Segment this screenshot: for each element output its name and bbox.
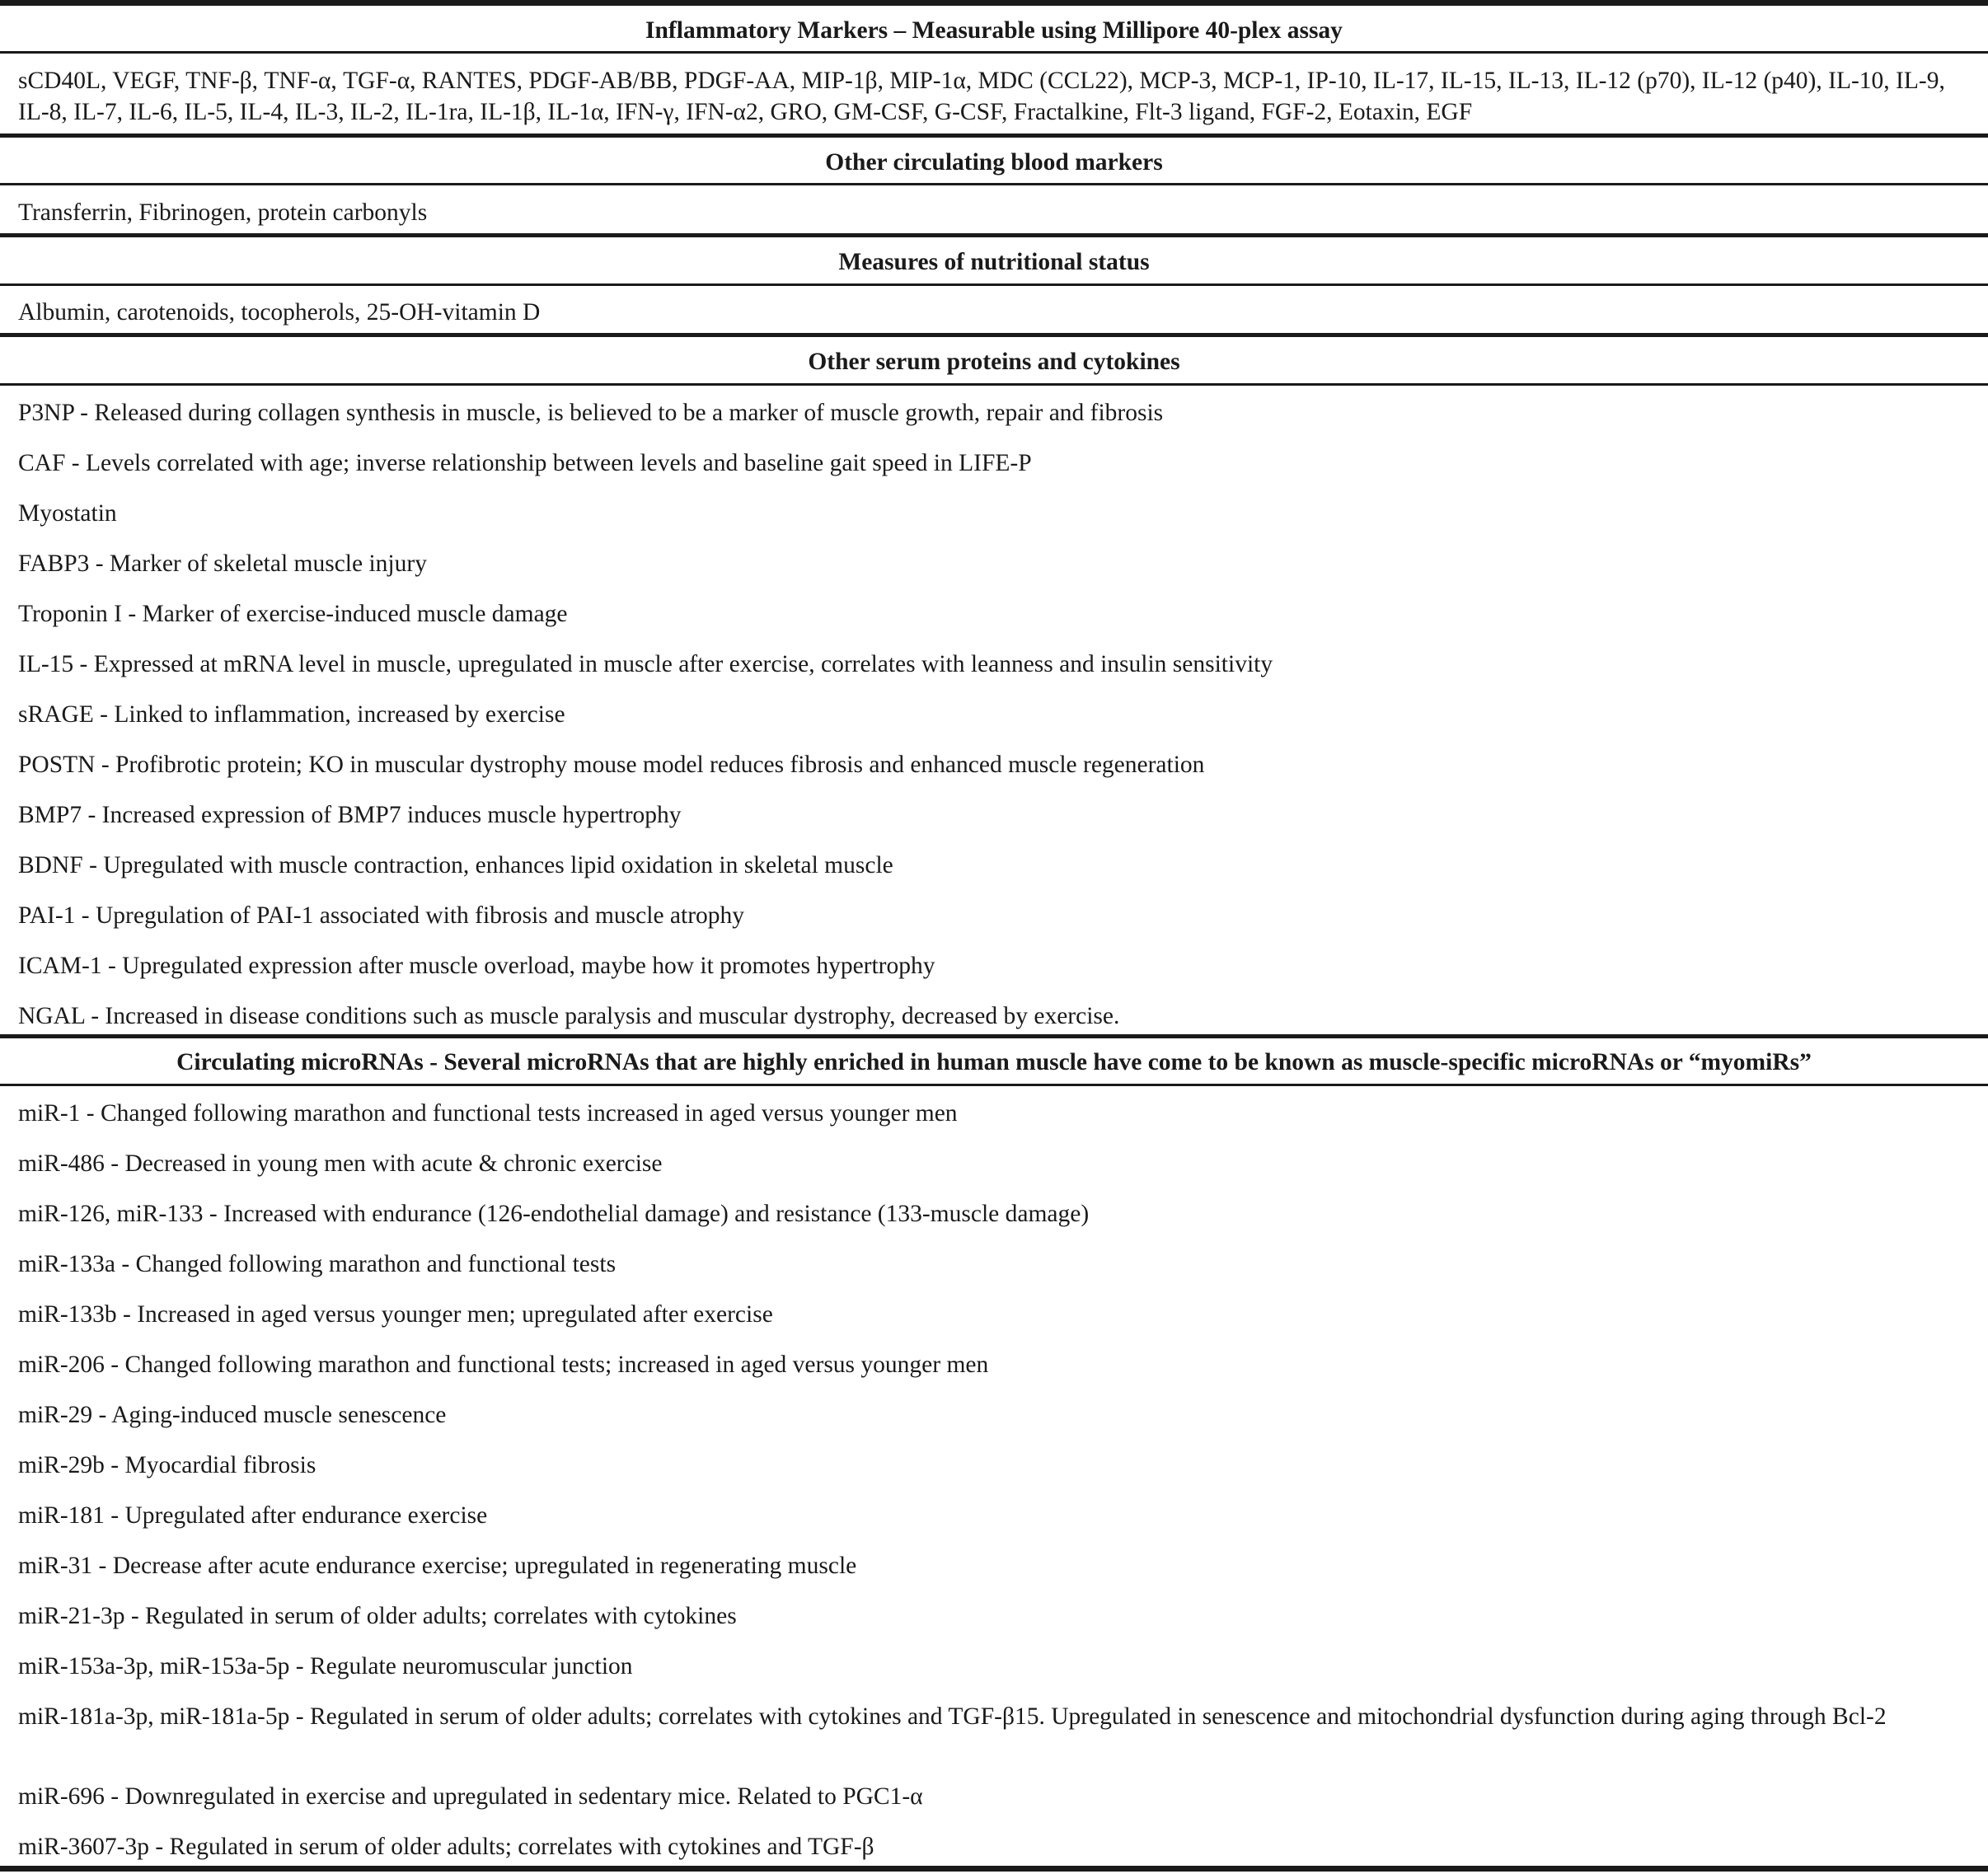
- serum-item-icam1: ICAM-1 - Upregulated expression after muscle overload, maybe how it promotes hypertrophy: [18, 953, 935, 979]
- section-header-micrornas: Circulating microRNAs - Several microRNAs that are highly enriched in human muscle have come to be known as muscle-specific microRNAs or “myomiRs”: [176, 1049, 1812, 1075]
- bottom-rule: [0, 1866, 1988, 1872]
- mirna-item-mir31: miR-31 - Decrease after acute endurance exercise; upregulated in regenerating muscle: [18, 1553, 857, 1579]
- mirna-item-mir29: miR-29 - Aging-induced muscle senescence: [18, 1402, 447, 1428]
- section-header-blood-markers: Other circulating blood markers: [825, 149, 1163, 176]
- section-header-nutritional: Measures of nutritional status: [838, 249, 1150, 275]
- mirna-item-mir3607-3p: miR-3607-3p - Regulated in serum of older adults; correlates with cytokines and TGF-β: [18, 1834, 874, 1860]
- mirna-item-mir206: miR-206 - Changed following marathon and functional tests; increased in aged versus younger men: [18, 1352, 989, 1378]
- serum-item-srage: sRAGE - Linked to inflammation, increased by exercise: [18, 701, 565, 728]
- header-rule: [0, 51, 1988, 54]
- nutritional-marker-list: Albumin, carotenoids, tocopherols, 25-OH-vitamin D: [18, 299, 541, 326]
- serum-item-fabp3: FABP3 - Marker of skeletal muscle injury: [18, 550, 427, 577]
- serum-item-bdnf: BDNF - Upregulated with muscle contraction, enhances lipid oxidation in skeletal muscle: [18, 852, 893, 878]
- mirna-item-mir696: miR-696 - Downregulated in exercise and upregulated in sedentary mice. Related to PGC1-α: [18, 1783, 923, 1810]
- blood-marker-list: Transferrin, Fibrinogen, protein carbonyls: [18, 199, 428, 226]
- serum-item-ngal: NGAL - Increased in disease conditions such as muscle paralysis and muscular dystrophy, decreased by exercise.: [18, 1003, 1120, 1029]
- mirna-item-mir133a: miR-133a - Changed following marathon and functional tests: [18, 1251, 617, 1277]
- mirna-item-mir21-3p: miR-21-3p - Regulated in serum of older adults; correlates with cytokines: [18, 1603, 737, 1629]
- serum-item-bmp7: BMP7 - Increased expression of BMP7 induces muscle hypertrophy: [18, 802, 682, 828]
- top-rule: [0, 0, 1988, 6]
- section-header-inflammatory: Inflammatory Markers – Measurable using Millipore 40-plex assay: [645, 17, 1343, 44]
- mirna-item-mir126-133: miR-126, miR-133 - Increased with endurance (126-endothelial damage) and resistance (133-muscle damage): [18, 1201, 1090, 1227]
- serum-item-il15: IL-15 - Expressed at mRNA level in muscle, upregulated in muscle after exercise, correlates with leanness and insulin sensitivity: [18, 651, 1273, 677]
- serum-item-pai1: PAI-1 - Upregulation of PAI-1 associated with fibrosis and muscle atrophy: [18, 902, 745, 929]
- section-header-serum-proteins: Other serum proteins and cytokines: [808, 349, 1180, 375]
- inflammatory-marker-list: sCD40L, VEGF, TNF-β, TNF-α, TGF-α, RANTES, PDGF-AB/BB, PDGF-AA, MIP-1β, MIP-1α, MDC (CCL22), MCP-3, MCP-1, IP-10, IL-17, IL-15, IL-13, IL-12 (p70), IL-12 (p40), IL-10, IL-9, IL-8, IL-7, IL-6, IL-5, IL-4, IL-3, IL-2, IL-1ra, IL-1β, IL-1α, IFN-γ, IFN-α2, GRO, GM-CSF, G-CSF, Fractalkine, Flt-3 ligand, FGF-2, Eotaxin, EGF: [18, 68, 1945, 125]
- serum-item-postn: POSTN - Profibrotic protein; KO in muscular dystrophy mouse model reduces fibrosis and enhanced muscle regeneration: [18, 752, 1205, 778]
- mirna-item-mir29b: miR-29b - Myocardial fibrosis: [18, 1452, 316, 1478]
- serum-item-caf: CAF - Levels correlated with age; inverse relationship between levels and baseline gait speed in LIFE-P: [18, 450, 1032, 476]
- mirna-item-mir181a: miR-181a-3p, miR-181a-5p - Regulated in serum of older adults; correlates with cytokines and TGF-β15. Upregulated in senescence and mitochondrial dysfunction during aging through Bcl-2: [18, 1703, 1887, 1730]
- mirna-item-mir133b: miR-133b - Increased in aged versus younger men; upregulated after exercise: [18, 1301, 773, 1328]
- section-rule: [0, 1034, 1988, 1038]
- header-rule: [0, 383, 1988, 386]
- header-rule: [0, 283, 1988, 286]
- mirna-item-mir486: miR-486 - Decreased in young men with acute & chronic exercise: [18, 1150, 663, 1177]
- mirna-item-mir1: miR-1 - Changed following marathon and functional tests increased in aged versus younger men: [18, 1100, 958, 1127]
- mirna-item-mir181: miR-181 - Upregulated after endurance exercise: [18, 1502, 488, 1529]
- section-rule: [0, 333, 1988, 337]
- header-rule: [0, 183, 1988, 185]
- serum-item-troponin: Troponin I - Marker of exercise-induced muscle damage: [18, 601, 568, 627]
- header-rule: [0, 1084, 1988, 1086]
- serum-item-p3np: P3NP - Released during collagen synthesis in muscle, is believed to be a marker of muscle growth, repair and fibrosis: [18, 400, 1164, 426]
- mirna-item-mir153a: miR-153a-3p, miR-153a-5p - Regulate neuromuscular junction: [18, 1653, 633, 1680]
- section-rule: [0, 134, 1988, 138]
- serum-item-myostatin: Myostatin: [18, 500, 117, 527]
- section-rule: [0, 233, 1988, 237]
